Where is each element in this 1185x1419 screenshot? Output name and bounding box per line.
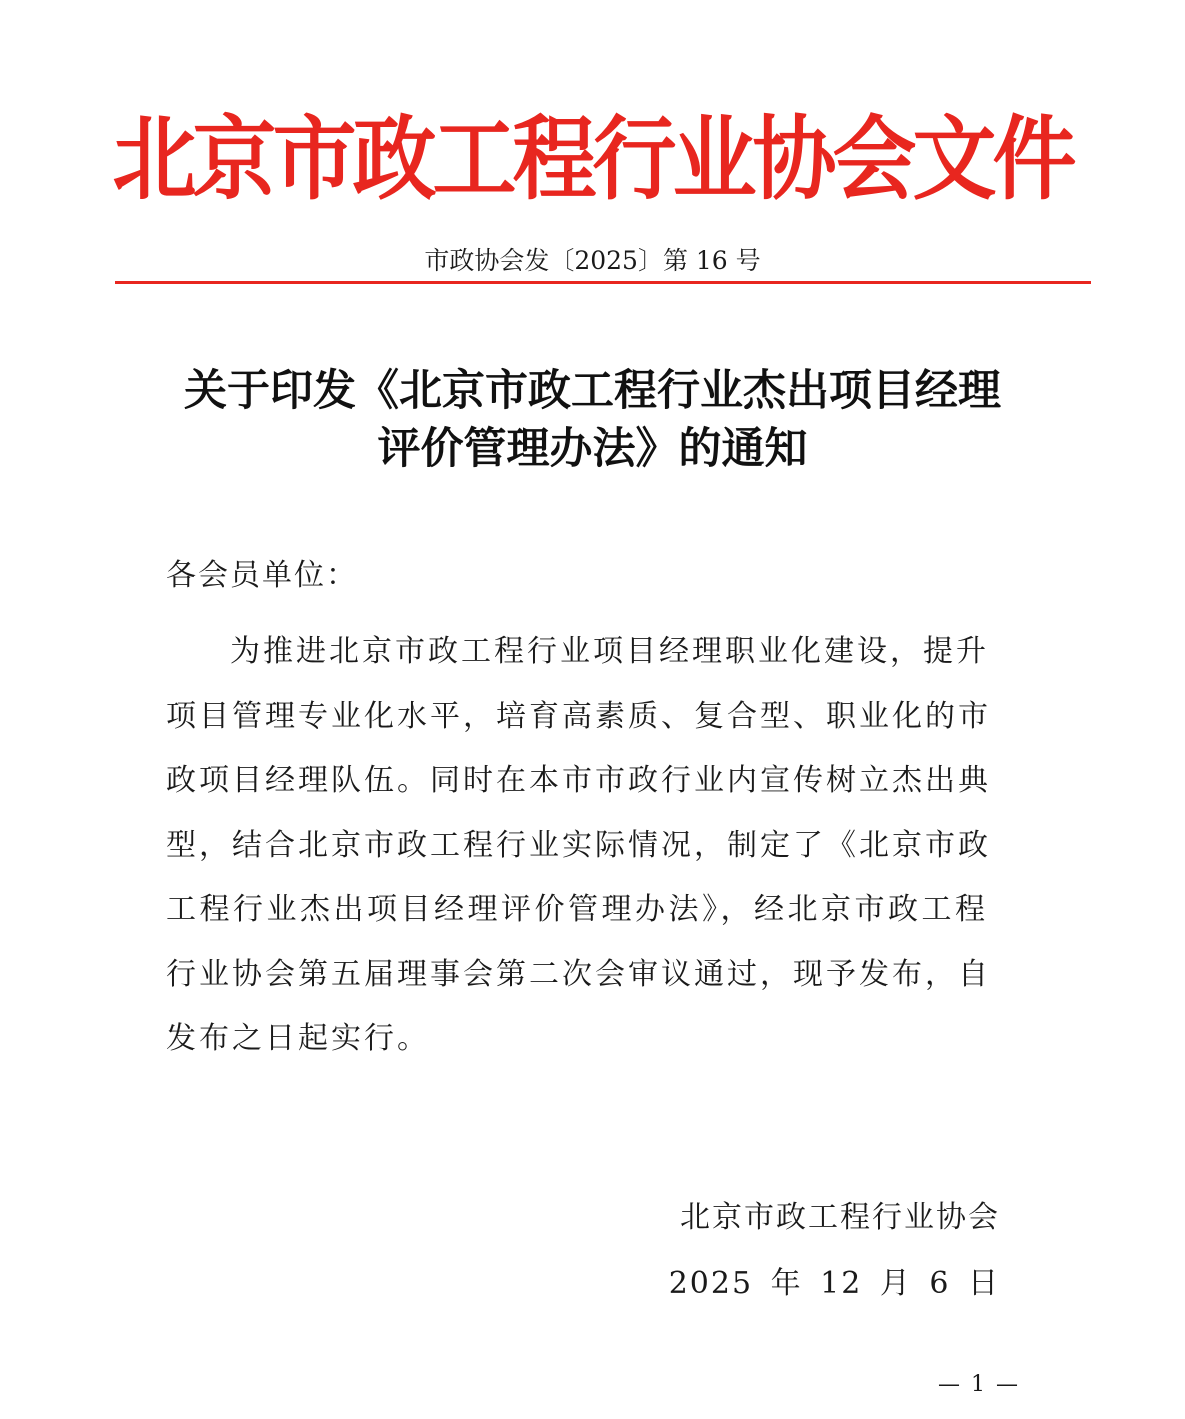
notice-title — [0, 362, 1185, 478]
body-line: 政项目经理队伍。同时在本市市政行业内宣传树立杰出典 — [166, 763, 991, 798]
document-masthead: 北京市政工程行业协会文件 — [112, 106, 1073, 213]
notice-body — [166, 620, 996, 1072]
body-line: 型，结合北京市政工程行业实际情况，制定了《北京市政 — [166, 827, 991, 863]
body-line: 发布之日起实行。 — [166, 1021, 430, 1056]
body-line: 工程行业杰出项目经理评价管理办法》，经北京市政工程 — [166, 892, 988, 927]
salutation: 各会员单位： — [166, 558, 358, 593]
body-line: 行业协会第五届理事会第二次会审议通过，现予发布，自 — [166, 956, 991, 992]
document-number: 市政协会发〔2025〕第 16 号 — [424, 246, 761, 275]
red-divider-line — [115, 281, 1091, 284]
page-number: — 1 — — [938, 1372, 1020, 1397]
signature-date: 2025 年 12 月 6 日 — [668, 1266, 1000, 1301]
notice-title-line-1: 关于印发《北京市政工程行业杰出项目经理 — [184, 366, 1001, 416]
signature-organization: 北京市政工程行业协会 — [680, 1200, 1000, 1235]
body-line: 项目管理专业化水平，培育高素质、复合型、职业化的市 — [166, 698, 991, 734]
body-line: 为推进北京市政工程行业项目经理职业化建设，提升 — [230, 634, 989, 669]
notice-title-line-2: 评价管理办法》的通知 — [377, 424, 808, 474]
